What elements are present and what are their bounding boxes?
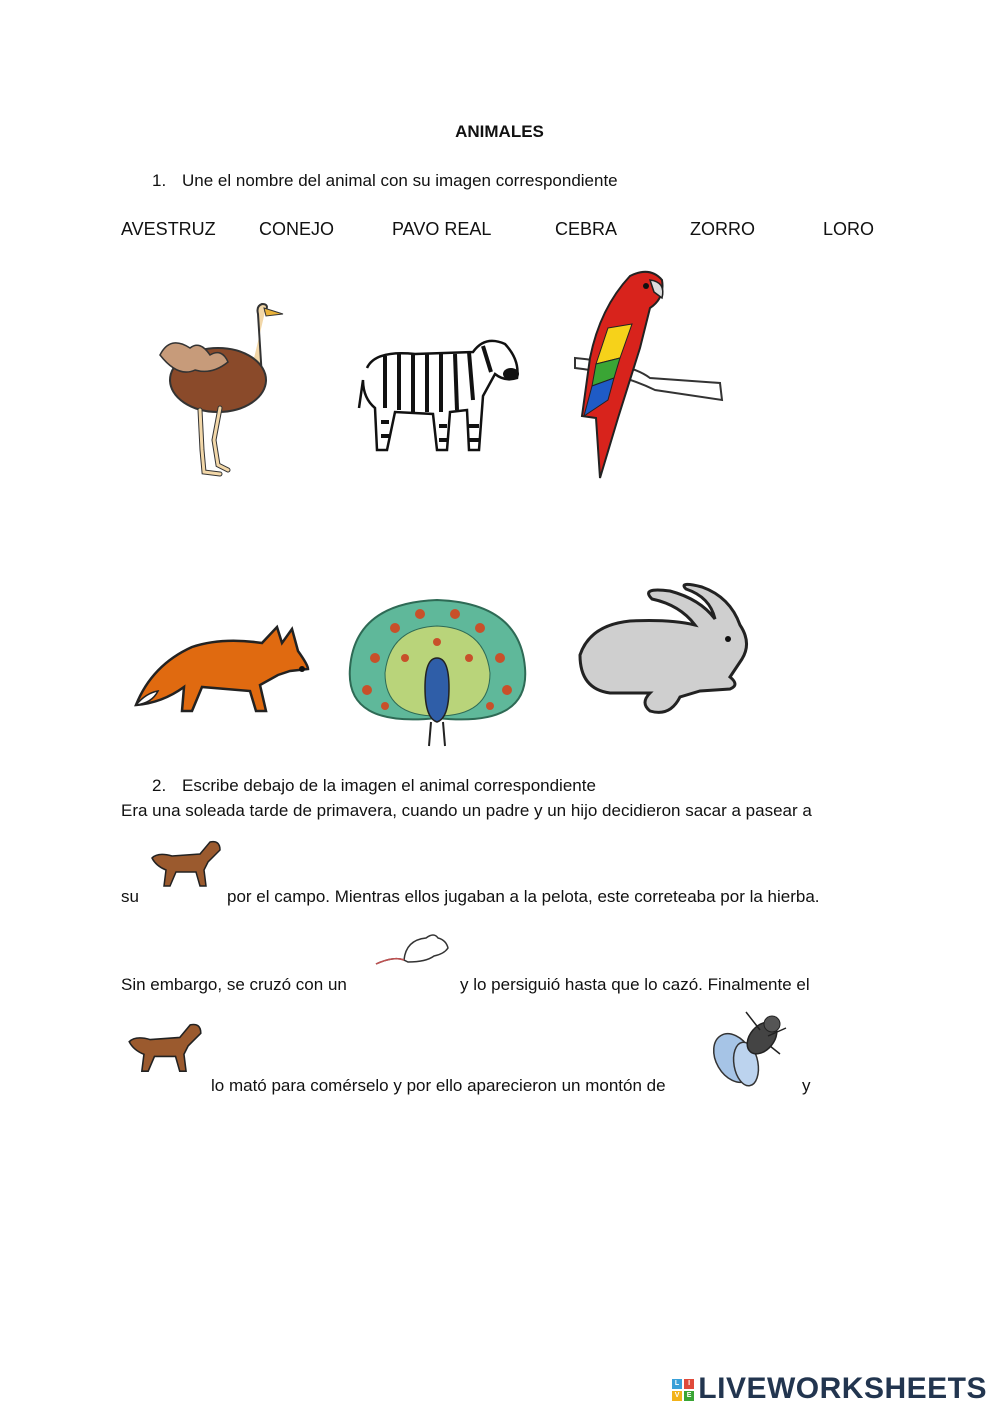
question-1-text: Une el nombre del animal con su imagen correspondiente (182, 171, 618, 190)
story-line-4-start: lo mató para comérselo y por ello aparecieron un montón de (211, 1076, 666, 1095)
fox-picture[interactable] (132, 625, 312, 720)
logo-letter-i: I (684, 1379, 694, 1389)
liveworksheets-logo-text: LIVEWORKSHEETS (698, 1372, 987, 1405)
question-2-number: 2. (152, 776, 167, 795)
story-line-1: Era una soleada tarde de primavera, cuando un padre y un hijo decidieron sacar a pasear a (121, 801, 812, 820)
liveworksheets-logo (672, 1372, 987, 1406)
story-line-3-start: Sin embargo, se cruzó con un (121, 975, 347, 994)
story-line-2-start: su (121, 887, 139, 906)
animal-name-conejo: CONEJO (259, 219, 335, 239)
logo-letter-l: L (672, 1379, 682, 1389)
zebra-picture[interactable] (355, 330, 525, 460)
dog-picture[interactable] (148, 838, 224, 890)
animal-name-avestruz: AVESTRUZ (121, 219, 216, 239)
peacock-picture[interactable] (345, 598, 530, 750)
question-1-number: 1. (152, 171, 167, 190)
animal-name-cebra: CEBRA (555, 219, 618, 239)
rabbit-picture[interactable] (570, 585, 755, 725)
mouse-picture[interactable] (374, 930, 452, 970)
animal-name-pavo-real: PAVO REAL (392, 219, 492, 239)
story-line-4-end: y (802, 1076, 811, 1095)
page-title: ANIMALES (455, 122, 544, 141)
story-line-2-end: por el campo. Mientras ellos jugaban a la pelota, este correteaba por la hierba. (227, 887, 820, 906)
story-line-3-end: y lo persiguió hasta que lo cazó. Finalmente el (460, 975, 810, 994)
question-2-text: Escribe debajo de la imagen el animal correspondiente (182, 776, 596, 795)
parrot-picture[interactable] (570, 268, 730, 483)
fly-picture[interactable] (710, 1006, 790, 1088)
animal-name-loro: LORO (823, 219, 875, 239)
question-2 (152, 776, 596, 796)
dog-picture-2[interactable] (125, 1020, 205, 1076)
animal-name-zorro: ZORRO (690, 219, 755, 239)
ostrich-picture[interactable] (140, 300, 290, 480)
logo-letter-v: V (672, 1391, 682, 1401)
logo-letter-e: E (684, 1391, 694, 1401)
liveworksheets-logo-icon (672, 1379, 694, 1401)
question-1 (152, 171, 618, 191)
